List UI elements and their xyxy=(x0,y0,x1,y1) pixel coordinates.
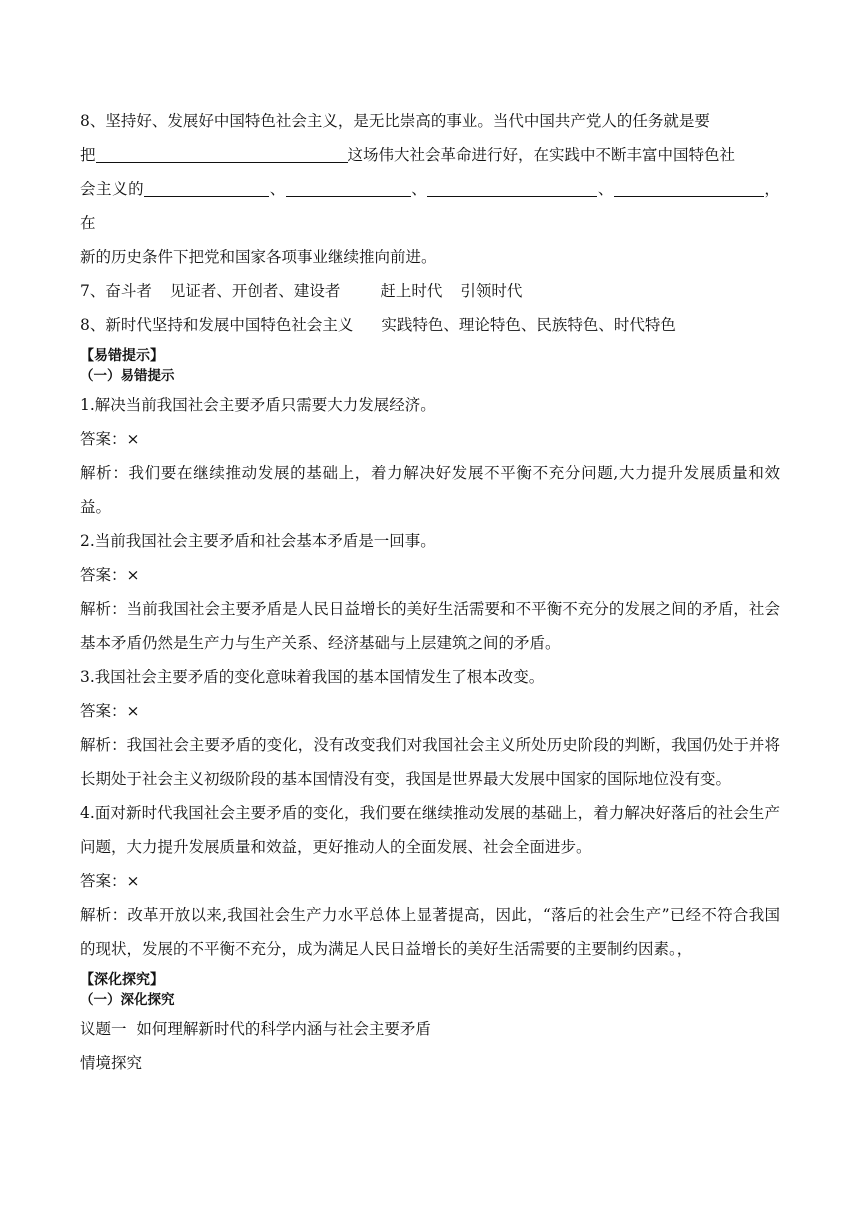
answer-blank-1[interactable] xyxy=(96,144,348,163)
wrong-mark-icon: × xyxy=(126,566,140,584)
separator: 、 xyxy=(269,180,286,198)
scenario-label: 情境探究 xyxy=(80,1054,143,1072)
wrong-mark-icon: × xyxy=(126,702,140,720)
deep-inquiry-subheading: （一）深化探究 xyxy=(80,992,175,1008)
error-item-1 xyxy=(80,388,780,524)
separator: 、 xyxy=(410,180,428,198)
answer-7-part3: 赶上时代 xyxy=(380,282,443,300)
error-analysis: 解析：我国社会主要矛盾的变化，没有改变我们对我国社会主义所处历史阶段的判断，我国仍处于并将长期处于社会主义初级阶段的基本国情没有变，我国是世界最大发展中国家的国际地位没有变。 xyxy=(80,736,780,788)
document-page xyxy=(80,104,780,1080)
answer-label: 答案： xyxy=(80,872,127,890)
error-question: 3.我国社会主要矛盾的变化意味着我国的基本国情发生了根本改变。 xyxy=(80,668,545,686)
answer-7-part4: 引领时代 xyxy=(460,282,523,300)
error-answer xyxy=(80,422,780,456)
q8-line3-pre: 会主义的 xyxy=(80,180,145,198)
answer-blank-5[interactable] xyxy=(614,178,764,197)
error-question: 1.解决当前我国社会主要矛盾只需要大力发展经济。 xyxy=(80,396,436,414)
error-answer xyxy=(80,864,780,898)
error-item-4 xyxy=(80,796,780,966)
error-answer xyxy=(80,694,780,728)
answer-label: 答案： xyxy=(80,430,127,448)
wrong-mark-icon: × xyxy=(126,872,140,890)
fill-in-question-8 xyxy=(80,104,780,274)
answer-8-part2: 实践特色、理论特色、民族特色、时代特色 xyxy=(381,316,676,334)
wrong-mark-icon: × xyxy=(126,430,140,448)
answer-7 xyxy=(80,274,780,308)
answer-8 xyxy=(80,308,780,342)
answer-blank-4[interactable] xyxy=(427,178,597,197)
q8-line2-pre: 把 xyxy=(80,146,96,164)
separator: 、 xyxy=(597,180,614,198)
deep-inquiry-heading: 【深化探究】 xyxy=(80,972,164,988)
answer-7-part2: 见证者、开创者、建设者 xyxy=(169,282,341,300)
q8-line3-post: ，在 xyxy=(80,180,780,232)
answer-8-part1: 8、新时代坚持和发展中国特色社会主义 xyxy=(80,316,354,334)
error-item-3 xyxy=(80,660,780,796)
error-question: 2.当前我国社会主要矛盾和社会基本矛盾是一回事。 xyxy=(80,532,436,550)
inquiry-topic: 议题一 如何理解新时代的科学内涵与社会主要矛盾 xyxy=(80,1020,431,1038)
q8-line2-post: 这场伟大社会革命进行好，在实践中不断丰富中国特色社 xyxy=(347,146,736,164)
q8-line4: 新的历史条件下把党和国家各项事业继续推向前进。 xyxy=(80,248,437,266)
q8-line1: 8、坚持好、发展好中国特色社会主义，是无比崇高的事业。当代中国共产党人的任务就是要 xyxy=(80,112,710,130)
error-analysis: 解析：我们要在继续推动发展的基础上，着力解决好发展不平衡不充分问题,大力提升发展质量和效益。 xyxy=(80,464,780,516)
answer-blank-2[interactable] xyxy=(144,178,269,197)
answer-label: 答案： xyxy=(80,702,127,720)
answer-blank-3[interactable] xyxy=(286,178,411,197)
error-analysis: 解析：当前我国社会主要矛盾是人民日益增长的美好生活需要和不平衡不充分的发展之间的矛盾，社会基本矛盾仍然是生产力与生产关系、经济基础与上层建筑之间的矛盾。 xyxy=(80,600,780,652)
error-tips-heading: 【易错提示】 xyxy=(80,348,164,364)
answer-label: 答案： xyxy=(80,566,127,584)
error-answer xyxy=(80,558,780,592)
error-analysis: 解析：改革开放以来,我国社会生产力水平总体上显著提高，因此，“落后的社会生产”已经不符合我国的现状，发展的不平衡不充分，成为满足人民日益增长的美好生活需要的主要制约因素。， xyxy=(80,906,780,958)
error-question: 4.面对新时代我国社会主要矛盾的变化，我们要在继续推动发展的基础上，着力解决好落后的社会生产问题，大力提升发展质量和效益，更好推动人的全面发展、社会全面进步。 xyxy=(80,804,780,856)
error-item-2 xyxy=(80,524,780,660)
error-tips-subheading: （一）易错提示 xyxy=(80,368,175,384)
answer-7-part1: 7、奋斗者 xyxy=(80,282,152,300)
